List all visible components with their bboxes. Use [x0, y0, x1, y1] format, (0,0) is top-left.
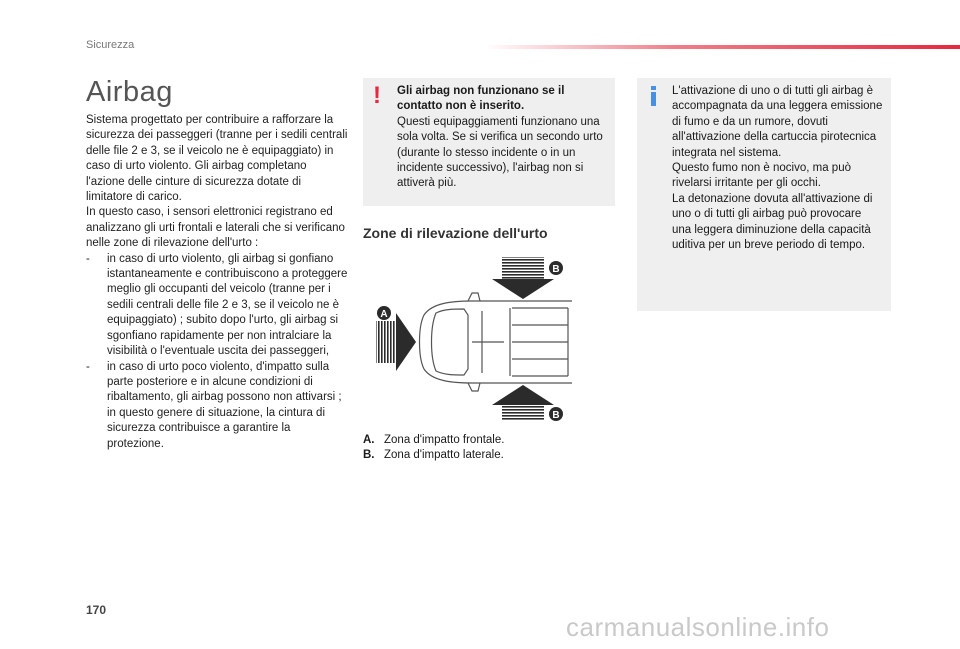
impact-zones-diagram	[372, 253, 572, 423]
legend-key: A.	[363, 434, 375, 446]
intro-paragraph-1: Sistema progettato per contribuire a rafforzare la sicurezza dei passeggeri (tranne per i sedili centrali delle file 2 e 3, se il veicolo ne è equipaggiato) in caso di urto violento. Gli airbag completano l'azione delle cinture di sicurezza dotate di limitatore di carico.	[86, 114, 348, 204]
zones-title: Zone di rilevazione dell'urto	[363, 225, 548, 241]
legend-item	[363, 448, 504, 463]
bullet-text: in caso di urto violento, gli airbag si gonfiano istantaneamente e contribuiscono a proteggere meglio gli occupanti del veicolo (tranne per i sedili centrali delle file 2 e 3, se il veicolo ne è equipaggiato) ; subito dopo l'urto, gli airbag si sgonfiano rapidamente per non intralciare la visibilità o l'eventuale uscita dei passeggeri,	[107, 252, 348, 358]
svg-text:B: B	[552, 264, 560, 275]
watermark: carmanualsonline.info	[566, 612, 830, 642]
warning-box	[363, 78, 615, 206]
legend-text: Zona d'impatto laterale.	[384, 449, 504, 462]
info-icon	[649, 86, 658, 106]
info-paragraph-2: Questo fumo non è nocivo, ma può rivelarsi irritante per gli occhi.	[672, 162, 851, 190]
page-title: Airbag	[86, 76, 173, 108]
section-label: Sicurezza	[86, 39, 135, 51]
warning-text: Questi equipaggiamenti funzionano una sola volta. Se si verifica un secondo urto (durante lo stesso incidente o in un incidente successivo), l'airbag non si attiverà più.	[397, 115, 603, 190]
intro-column	[86, 113, 348, 452]
intro-paragraph-2: In questo caso, i sensori elettronici registrano ed analizzano gli urti frontali e laterali che si verificano nelle zone di rilevazione dell'urto :	[86, 206, 345, 250]
legend-item	[363, 433, 504, 448]
list-item	[86, 360, 348, 452]
side-impact-arrow-bottom	[492, 385, 554, 421]
svg-text:B: B	[552, 410, 560, 421]
bullet-marker: -	[86, 360, 90, 373]
bullet-text: in caso di urto poco violento, d'impatto sulla parte posteriore e in alcune condizioni di ribaltamento, gli airbag possono non attivarsi ; in questo genere di situazione, la cintura di sicurezza contribuisce a garantire la protezione.	[107, 360, 342, 450]
header-bar	[485, 45, 960, 49]
info-box	[637, 78, 891, 311]
svg-text:A: A	[380, 309, 388, 320]
legend-key: B.	[363, 449, 375, 462]
side-impact-arrow-top	[492, 257, 554, 299]
label-b-bottom	[549, 407, 563, 421]
legend-text: Zona d'impatto frontale.	[384, 434, 505, 446]
info-paragraph-3: La detonazione dovuta all'attivazione di uno o di tutti gli airbag può provocare una leggera diminuzione della capacità uditiva per un breve periodo di tempo.	[672, 192, 873, 252]
warning-bold-text: Gli airbag non funzionano se il contatto non è inserito.	[397, 85, 565, 113]
vehicle-top-view	[420, 293, 573, 391]
exclamation-icon: !	[373, 82, 381, 109]
list-item	[86, 252, 348, 360]
bullet-marker: -	[86, 252, 90, 265]
zones-legend	[363, 433, 504, 464]
label-b-top	[549, 261, 563, 275]
page-number: 170	[86, 603, 107, 617]
front-impact-arrow	[376, 313, 416, 371]
label-a	[377, 306, 391, 320]
info-paragraph-1: L'attivazione di uno o di tutti gli airbag è accompagnata da una leggera emissione di fumo e da un rumore, dovuti all'attivazione della cartuccia pirotecnica integrata nel sistema.	[672, 85, 883, 159]
